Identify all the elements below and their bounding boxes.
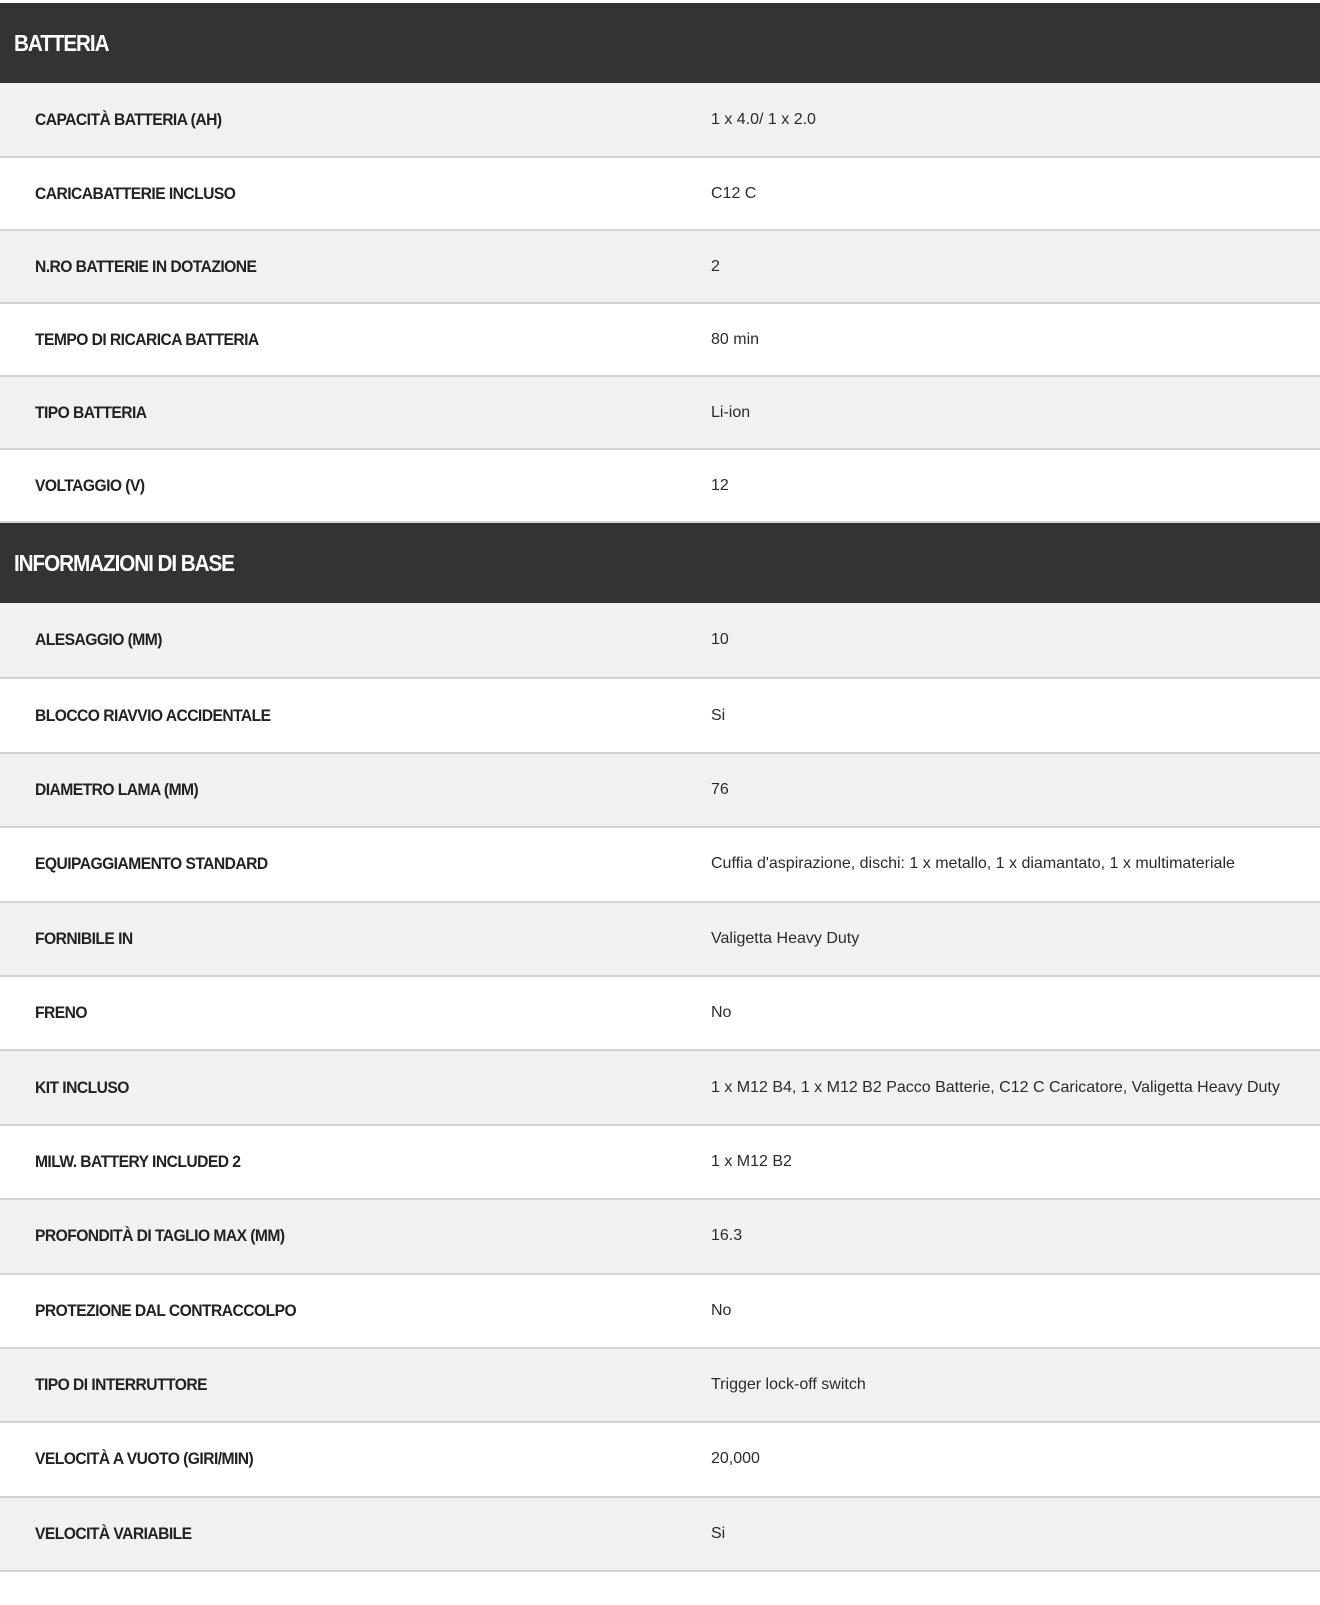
spec-label: ALESAGGIO (MM) (34, 630, 162, 650)
spec-row (0, 229, 1320, 302)
spec-value: 1 x M12 B2 (711, 1152, 792, 1170)
spec-value: 12 (711, 476, 729, 494)
spec-value: No (711, 1301, 732, 1319)
spec-label: PROFONDITÀ DI TAGLIO MAX (MM) (34, 1226, 285, 1246)
spec-value: Valigetta Heavy Duty (711, 929, 860, 947)
spec-row (0, 1496, 1320, 1570)
spec-value: 80 min (711, 330, 760, 348)
spec-label: FRENO (34, 1003, 87, 1023)
section-title: BATTERIA (14, 29, 109, 56)
section-rows (0, 603, 1320, 1572)
spec-row (0, 1049, 1320, 1123)
spec-row (0, 156, 1320, 229)
spec-value: 20,000 (711, 1450, 760, 1468)
section-batteria (0, 3, 1320, 523)
spec-value: Li-ion (711, 403, 751, 421)
spec-label: DIAMETRO LAMA (MM) (34, 779, 199, 799)
spec-value: 1 x 4.0/ 1 x 2.0 (711, 110, 816, 128)
spec-label: VOLTAGGIO (V) (34, 475, 145, 495)
spec-row (0, 752, 1320, 826)
spec-label: VELOCITÀ A VUOTO (GIRI/MIN) (34, 1449, 254, 1469)
spec-value: Trigger lock-off switch (711, 1376, 866, 1394)
spec-label: TIPO DI INTERRUTTORE (34, 1375, 207, 1395)
spec-row (0, 302, 1320, 375)
section-rows (0, 83, 1320, 523)
spec-label: TEMPO DI RICARICA BATTERIA (34, 329, 259, 349)
spec-row (0, 677, 1320, 751)
spec-row (0, 1347, 1320, 1421)
spec-value: 10 (711, 631, 729, 649)
spec-label: MILW. BATTERY INCLUDED 2 (34, 1151, 241, 1171)
spec-label: EQUIPAGGIAMENTO STANDARD (34, 854, 268, 874)
spec-label: CAPACITÀ BATTERIA (AH) (34, 109, 222, 129)
spec-value: 2 (711, 257, 720, 275)
spec-row (0, 603, 1320, 677)
spec-label: CARICABATTERIE INCLUSO (34, 183, 236, 203)
spec-value: 76 (711, 780, 729, 798)
spec-label: N.RO BATTERIE IN DOTAZIONE (34, 256, 257, 276)
spec-value: Cuffia d'aspirazione, dischi: 1 x metallo, 1 x diamantato, 1 x multimateriale (711, 855, 1235, 873)
spec-row (0, 448, 1320, 521)
spec-row (0, 1273, 1320, 1347)
spec-row (0, 975, 1320, 1049)
section-informazioni-di-base (0, 523, 1320, 1572)
spec-row (0, 1198, 1320, 1272)
section-header (0, 523, 1320, 603)
spec-row (0, 901, 1320, 975)
section-header (0, 3, 1320, 83)
spec-value: Si (711, 706, 726, 724)
section-title: INFORMAZIONI DI BASE (14, 549, 234, 576)
spec-label: BLOCCO RIAVVIO ACCIDENTALE (34, 705, 271, 725)
spec-label: FORNIBILE IN (34, 928, 133, 948)
spec-value: 1 x M12 B4, 1 x M12 B2 Pacco Batterie, C12 C Caricatore, Valigetta Heavy Duty (711, 1078, 1280, 1096)
spec-value: 16.3 (711, 1227, 743, 1245)
spec-row (0, 826, 1320, 900)
spec-label: VELOCITÀ VARIABILE (34, 1523, 192, 1543)
spec-row (0, 83, 1320, 156)
spec-label: TIPO BATTERIA (34, 402, 147, 422)
spec-table (0, 3, 1320, 1572)
spec-label: KIT INCLUSO (34, 1077, 129, 1097)
spec-value: C12 C (711, 184, 757, 202)
spec-label: PROTEZIONE DAL CONTRACCOLPO (34, 1300, 297, 1320)
spec-value: No (711, 1004, 732, 1022)
spec-row (0, 375, 1320, 448)
spec-row (0, 1124, 1320, 1198)
spec-row (0, 1421, 1320, 1495)
spec-value: Si (711, 1524, 726, 1542)
